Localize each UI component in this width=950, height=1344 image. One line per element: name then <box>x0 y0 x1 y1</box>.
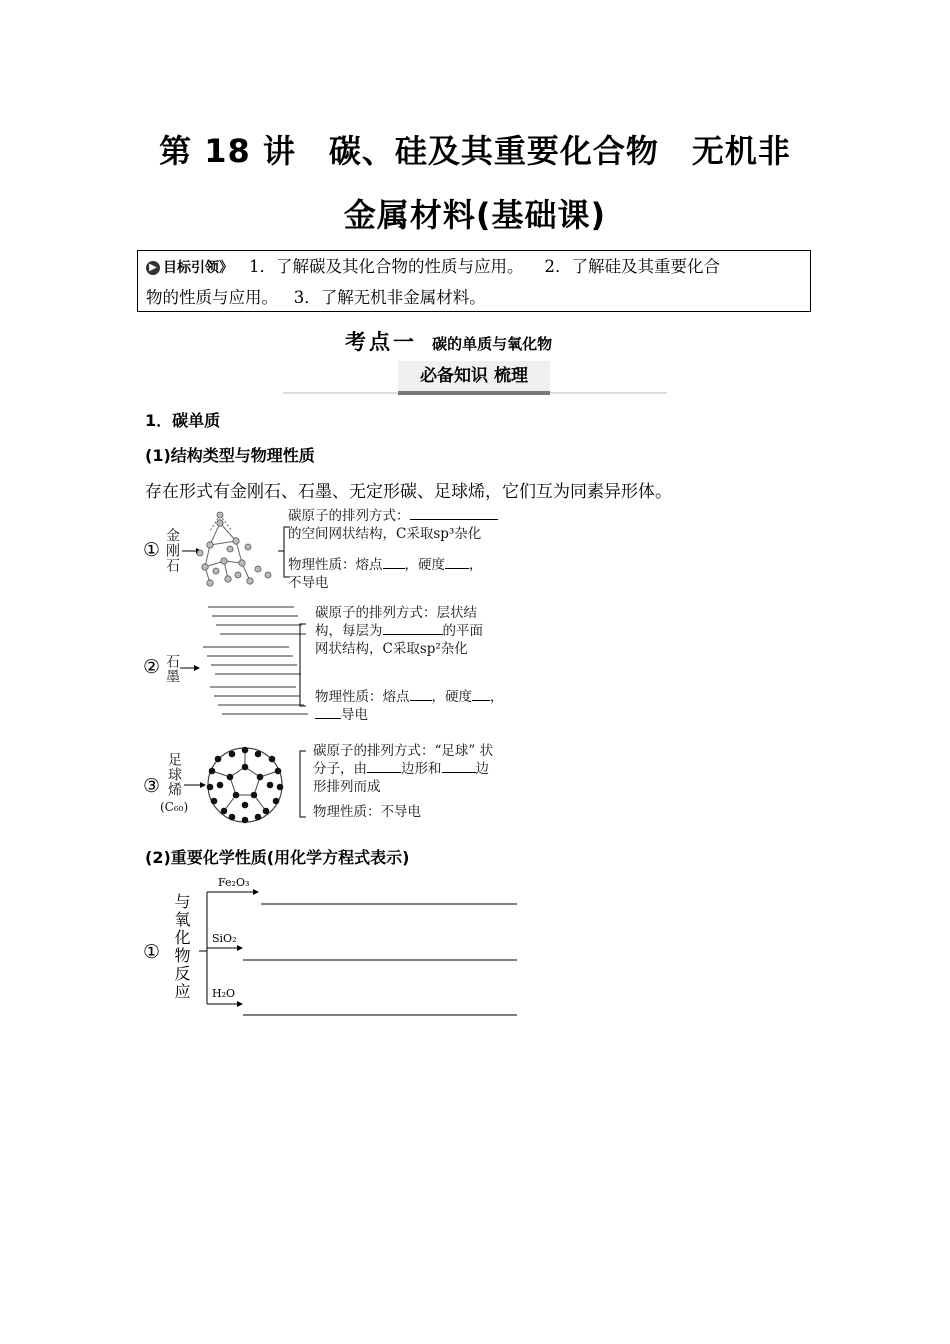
diamond-label: 金刚石 <box>164 528 180 573</box>
play-icon: ▶ <box>146 261 160 275</box>
section-topic: 碳的单质与氧化物 <box>432 335 553 353</box>
heading-carbon-elements: 1．碳单质 <box>145 411 221 430</box>
page-title-line2: 金属材料(基础课) <box>343 196 607 234</box>
reagent-sio2: SiO₂ <box>212 932 237 945</box>
objectives-box <box>137 250 811 312</box>
fullerene-structure-figure <box>182 745 312 830</box>
fullerene-arrangement: 碳原子的排列方式：“足球” 状 分子，由 边形和 边 形排列而成 <box>313 743 494 795</box>
page-title-line1: 第 18 讲 碳、硅及其重要化合物 无机非 <box>159 132 791 170</box>
fullerene-label: 足球烯 <box>166 752 182 797</box>
banner-title: 必备知识 梳理 <box>398 361 550 395</box>
diamond-structure-figure <box>180 505 300 590</box>
graphite-physical: 物理性质：熔点 ，硬度 ， 导电 <box>315 689 504 723</box>
graphite-label: 石墨 <box>164 654 180 684</box>
fullerene-formula: (C₆₀) <box>160 800 189 814</box>
graphite-blank-conductivity <box>315 706 341 719</box>
diamond-blank-mp <box>383 556 405 569</box>
reagent-h2o: H₂O <box>212 987 236 1000</box>
heading-structure-properties: (1)结构类型与物理性质 <box>145 446 315 465</box>
graphite-arrangement: 碳原子的排列方式：层状结 构，每层为 的平面 网状结构，C采取sp²杂化 <box>315 605 483 657</box>
graphite-structure-figure <box>178 602 313 727</box>
diamond-blank-arrangement <box>410 507 498 520</box>
diamond-number: ① <box>143 539 161 561</box>
graphite-blank-hardness <box>472 688 490 701</box>
reaction-label: 与氧化物反应 <box>172 893 191 1001</box>
diamond-physical: 物理性质：熔点 ，硬度 ， 不导电 <box>288 557 483 591</box>
diamond-blank-hardness <box>445 556 469 569</box>
diamond-arrangement: 碳原子的排列方式： 的空间网状结构，C采取sp³杂化 <box>288 507 498 543</box>
objective-2b: 物的性质与应用。 <box>146 288 278 307</box>
section-heading <box>345 326 552 356</box>
fullerene-blank-ring2 <box>442 760 476 773</box>
objective-1: 1．了解碳及其化合物的性质与应用。 <box>249 257 524 276</box>
intro-text: 存在形式有金刚石、石墨、无定形碳、足球烯，它们互为同素异形体。 <box>145 482 672 502</box>
graphite-number: ② <box>143 656 161 678</box>
fullerene-blank-ring1 <box>367 760 401 773</box>
fullerene-number: ③ <box>143 775 161 797</box>
objectives-badge: ▶ 目标引领》 <box>146 253 233 283</box>
section-label: 考点一 <box>345 330 417 354</box>
graphite-blank-mp <box>410 688 432 701</box>
fullerene-physical: 物理性质：不导电 <box>313 804 421 820</box>
heading-chemical-properties: (2)重要化学性质(用化学方程式表示) <box>145 848 410 867</box>
reaction-number: ① <box>143 941 161 963</box>
objective-3: 3．了解无机非金属材料。 <box>293 288 486 307</box>
graphite-blank-shape <box>383 622 443 635</box>
objective-2a: 2．了解硅及其重要化合 <box>544 257 720 276</box>
oxide-reaction-diagram <box>195 878 525 1020</box>
reagent-fe2o3: Fe₂O₃ <box>218 876 250 889</box>
